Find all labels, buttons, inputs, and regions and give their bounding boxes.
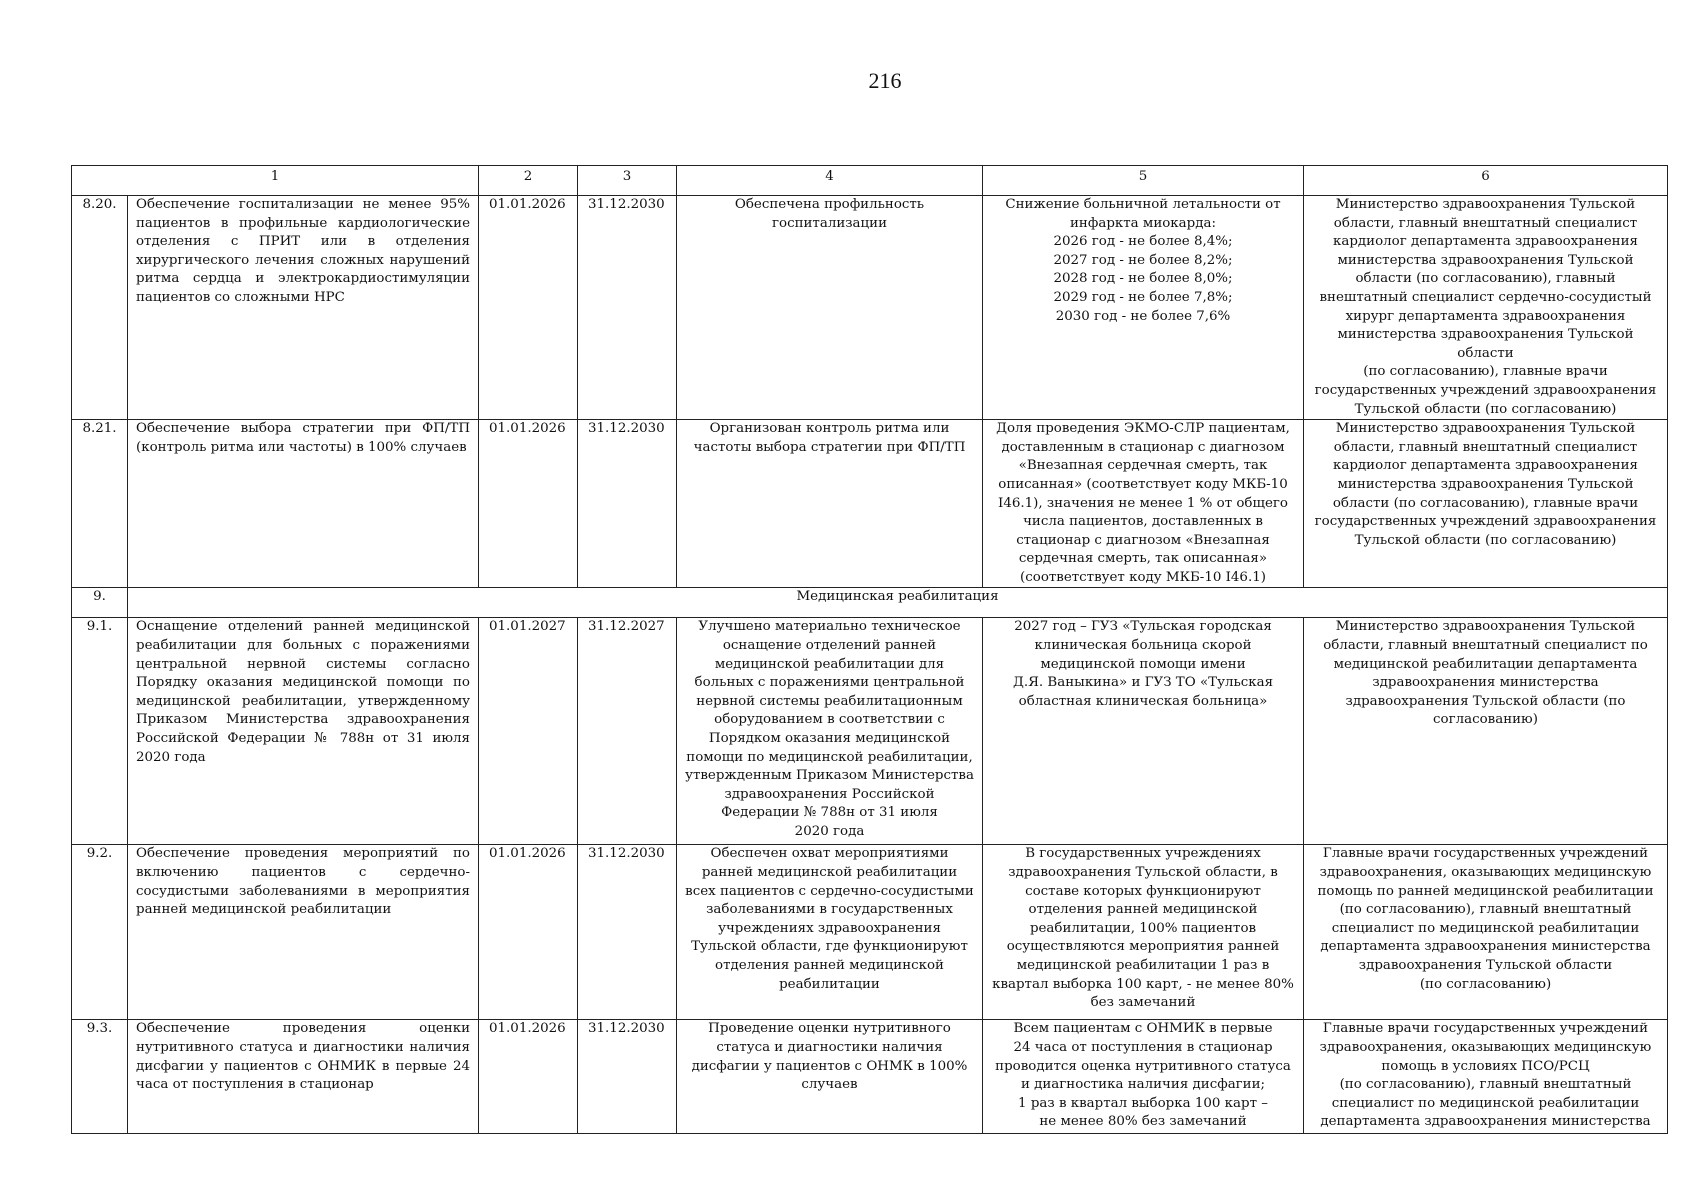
- column-header: 4: [677, 166, 983, 196]
- start-date: 01.01.2026: [479, 420, 578, 588]
- indicator-line: 2026 год - не более 8,4%;: [1053, 234, 1233, 250]
- indicator-line: Доля проведения ЭКМО-СЛР пациентам, доставленным в стационар с диагнозом «Внезапная сердечная смерть, так описанная» (соответствует коду МКБ-10 I46.1), значения не менее 1 % от общего числа пациентов, доставленных в стационар с диагнозом «Внезапная сердечная смерть, так описанная» (соответствует коду МКБ-10 I46.1): [996, 421, 1290, 585]
- task-cell: Обеспечение госпитализации не менее 95% пациентов в профильные кардиологические отделения с ПРИТ или в отделения хирургического лечения сложных нарушений ритма сердца и электрокардиостимуляции пациентов со сложными НРС: [128, 196, 479, 420]
- column-header: 1: [72, 166, 479, 196]
- result-line: 2020 года: [794, 824, 865, 839]
- responsible-line: Министерство здравоохранения Тульской области, главный внештатный специалист кардиолог департамента здравоохранения министерства здравоохранения Тульской области (по согласованию), главные врачи государственных учреждений здравоохранения Тульской области (по согласованию): [1314, 421, 1657, 548]
- indicator-cell: [983, 845, 1304, 1020]
- responsible-line: (по согласованию): [1419, 976, 1552, 992]
- start-date: 01.01.2026: [479, 1020, 578, 1134]
- indicator-cell: [983, 1020, 1304, 1134]
- table-row: [72, 618, 1668, 845]
- indicator-line: Снижение больничной летальности от инфаркта миокарда:: [1005, 197, 1281, 231]
- responsible-line: Министерство здравоохранения Тульской области, главный внештатный специалист по медицинской реабилитации департамента здравоохранения министерства здравоохранения Тульской области (по согласованию): [1323, 619, 1648, 728]
- indicator-line: В государственных учреждениях здравоохранения Тульской области, в составе которых функционируют отделения ранней медицинской реабилитации, 100% пациентов осуществляются мероприятия ранней медицинской реабилитации 1 раз в квартал выборка 100 карт, - не менее 80% без замечаний: [992, 846, 1294, 1011]
- end-date: 31.12.2027: [578, 618, 677, 845]
- row-number: 8.21.: [72, 420, 128, 588]
- indicator-line: Д.Я. Ваныкина» и ГУЗ ТО «Тульская областная клиническая больница»: [1012, 675, 1274, 709]
- column-header: 2: [479, 166, 578, 196]
- task-cell: Оснащение отделений ранней медицинской реабилитации для больных с поражениями центральной нервной системы согласно Порядку оказания медицинской помощи по медицинской реабилитации, утвержденному Приказом Министерства здравоохранения Российской Федерации № 788н от 31 июля 2020 года: [128, 618, 479, 845]
- result-cell: [677, 1020, 983, 1134]
- result-cell: Организован контроль ритма или частоты выбора стратегии при ФП/ТП: [677, 420, 983, 588]
- start-date: 01.01.2027: [479, 618, 578, 845]
- section-row: [72, 588, 1668, 618]
- indicator-cell: [983, 196, 1304, 420]
- section-title: Медицинская реабилитация: [128, 588, 1668, 618]
- task-cell: Обеспечение проведения оценки нутритивного статуса и диагностики наличия дисфагии у пациентов с ОНМИК в первые 24 часа от поступления в стационар: [128, 1020, 479, 1134]
- end-date: 31.12.2030: [578, 196, 677, 420]
- result-cell: [677, 845, 983, 1020]
- end-date: 31.12.2030: [578, 1020, 677, 1134]
- table-row: [72, 420, 1668, 588]
- responsible-line: (по согласованию), главные врачи государственных учреждений здравоохранения Тульской области (по согласованию): [1314, 364, 1657, 417]
- indicator-line: 1 раз в квартал выборка 100 карт –: [1018, 1095, 1268, 1111]
- row-number: 9.2.: [72, 845, 128, 1020]
- responsible-cell: [1304, 1020, 1668, 1134]
- result-cell: [677, 618, 983, 845]
- responsible-line: Главные врачи государственных учреждений здравоохранения, оказывающих медицинскую помощь по ранней медицинской реабилитации (по согласованию), главный внештатный специалист по медицинской реабилитации департамента здравоохранения министерства здравоохранения Тульской области: [1317, 846, 1654, 974]
- table-row: [72, 196, 1668, 420]
- row-number: 8.20.: [72, 196, 128, 420]
- end-date: 31.12.2030: [578, 845, 677, 1020]
- indicator-line: 2030 год - не более 7,6%: [1055, 308, 1231, 324]
- table-row: [72, 1020, 1668, 1134]
- responsible-cell: [1304, 196, 1668, 420]
- indicator-line: не менее 80% без замечаний: [1039, 1114, 1247, 1130]
- responsible-cell: [1304, 845, 1668, 1020]
- task-cell: Обеспечение проведения мероприятий по включению пациентов с сердечно-сосудистыми заболеваниями в мероприятия ранней медицинской реабилитации: [128, 845, 479, 1020]
- table-header-row: [72, 166, 1668, 196]
- indicator-line: 24 часа от поступления в стационар проводится оценка нутритивного статуса и диагностика наличия дисфагии;: [995, 1040, 1291, 1093]
- result-line: Улучшено материально техническое оснащение отделений ранней медицинской реабилитации для больных с поражениями центральной нервной системы реабилитационным оборудованием в соответствии с Порядком оказания медицинской помощи по медицинской реабилитации, утвержденным Приказом Министерства здравоохранения Российской Федерации № 788н от 31 июля: [685, 619, 974, 821]
- responsible-cell: [1304, 420, 1668, 588]
- row-number: 9.3.: [72, 1020, 128, 1134]
- result-cell: Обеспечена профильность госпитализации: [677, 196, 983, 420]
- column-header: 5: [983, 166, 1304, 196]
- responsible-line: Главные врачи государственных учреждений здравоохранения, оказывающих медицинскую помощь в условиях ПСО/РСЦ: [1319, 1021, 1652, 1074]
- start-date: 01.01.2026: [479, 196, 578, 420]
- start-date: 01.01.2026: [479, 845, 578, 1020]
- row-number: 9.1.: [72, 618, 128, 845]
- responsible-line: (по согласованию), главный внештатный специалист по медицинской реабилитации департамента здравоохранения министерства: [1320, 1077, 1651, 1130]
- column-header: 3: [578, 166, 677, 196]
- action-plan-table: [71, 165, 1668, 1134]
- table-row: [72, 845, 1668, 1020]
- responsible-cell: [1304, 618, 1668, 845]
- result-line: Обеспечен охват мероприятиями ранней медицинской реабилитации всех пациентов с сердечно-сосудистыми заболеваниями в государственных учреждениях здравоохранения Тульской области, где функционируют отделения ранней медицинской реабилитации: [685, 846, 974, 992]
- indicator-line: 2027 год - не более 8,2%;: [1053, 252, 1233, 268]
- end-date: 31.12.2030: [578, 420, 677, 588]
- indicator-line: 2028 год - не более 8,0%;: [1053, 271, 1233, 287]
- indicator-cell: [983, 420, 1304, 588]
- result-line: Проведение оценки нутритивного статуса и диагностики наличия дисфагии у пациентов с ОНМК в 100% случаев: [691, 1021, 968, 1093]
- indicator-line: Всем пациентам с ОНМИК в первые: [1013, 1021, 1273, 1037]
- column-header: 6: [1304, 166, 1668, 196]
- responsible-line: Министерство здравоохранения Тульской области, главный внештатный специалист кардиолог департамента здравоохранения министерства здравоохранения Тульской области (по согласованию), главный внештатный специалист сердечно-сосудистый хирург департамента здравоохранения министерства здравоохранения Тульской области: [1319, 197, 1652, 361]
- page-number: 216: [868, 68, 902, 93]
- section-number: 9.: [72, 588, 128, 618]
- indicator-line: 2029 год - не более 7,8%;: [1053, 289, 1233, 305]
- task-cell: Обеспечение выбора стратегии при ФП/ТП (контроль ритма или частоты) в 100% случаев: [128, 420, 479, 588]
- indicator-cell: [983, 618, 1304, 845]
- indicator-line: 2027 год – ГУЗ «Тульская городская клиническая больница скорой медицинской помощи имени: [1014, 619, 1272, 672]
